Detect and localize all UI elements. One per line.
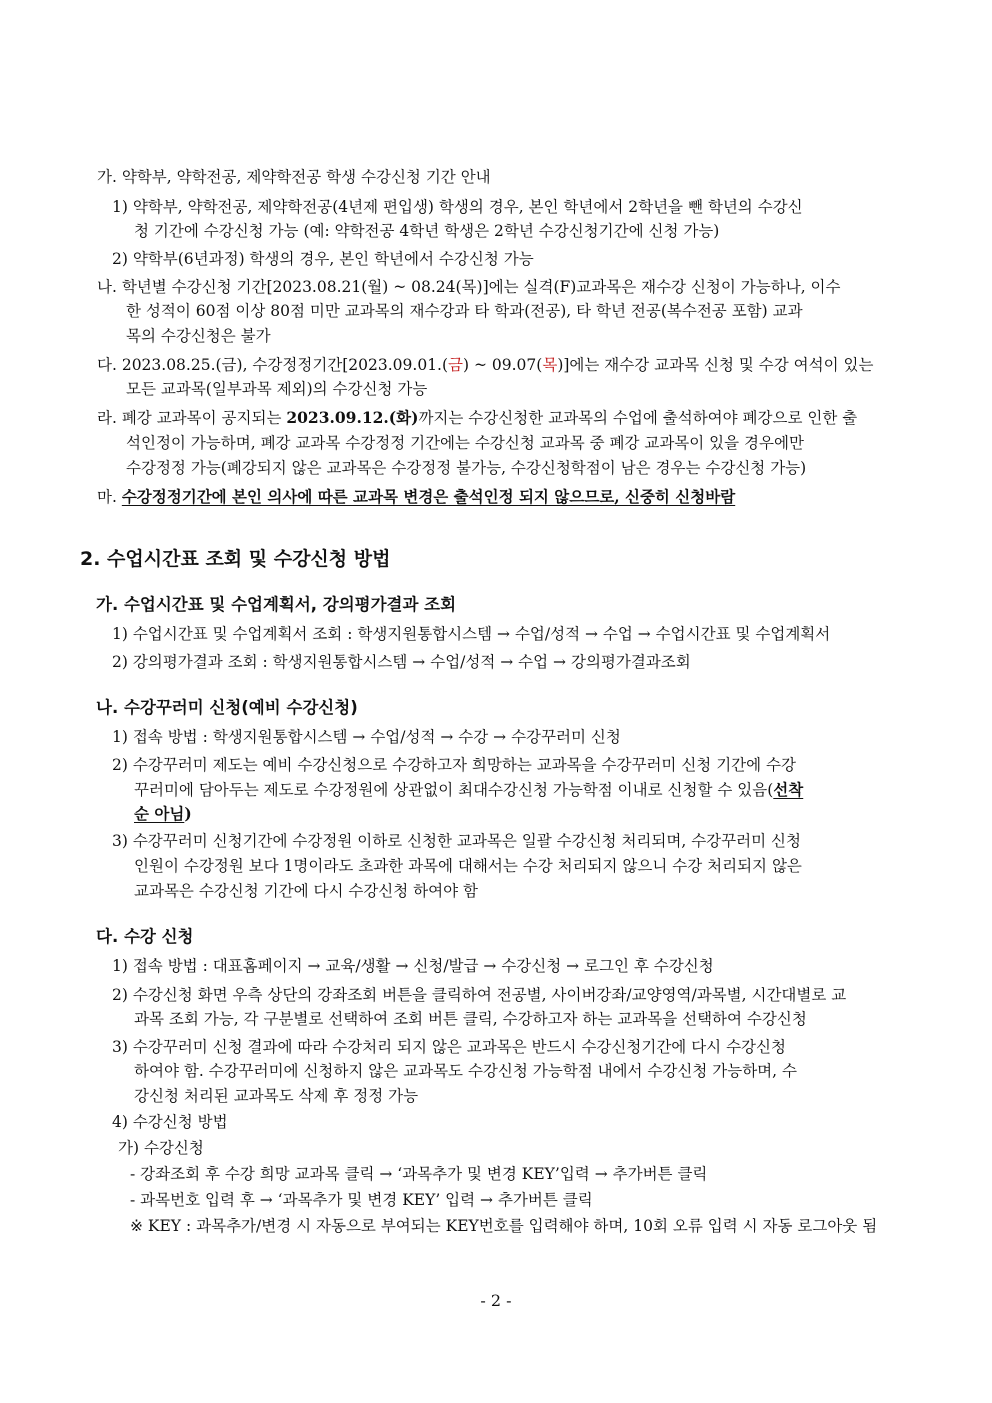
sub-na-item3-line3: 교과목은 수강신청 기간에 다시 수강신청 하여야 함 (134, 882, 478, 900)
item-ga-2: 2) 약학부(6년과정) 학생의 경우, 본인 학년에서 수강신청 가능 (112, 250, 534, 268)
sub-na-item2-bold-b: 순 아님 (134, 804, 185, 823)
sub-na-item2-close-paren: ) (184, 804, 192, 823)
sub-da-item3-line2: 하여야 함. 수강꾸러미에 신청하지 않은 교과목도 수강신청 가능학점 내에서 수강신청 가능하며, 수 (134, 1062, 797, 1080)
sub-da-item2-line2: 과목 조회 가능, 각 구분별로 선택하여 조회 버튼 클릭, 수강하고자 하는 교과목을 선택하여 수강신청 (134, 1010, 807, 1028)
sub-na-item1: 1) 접속 방법 : 학생지원통합시스템 → 수업/성적 → 수강 → 수강꾸러미 신청 (112, 728, 621, 746)
sub-da-item4-ga: 가) 수강신청 (118, 1139, 204, 1157)
item-na-line3: 목의 수강신청은 불가 (126, 327, 271, 345)
sub-ga-item1: 1) 수업시간표 및 수업계획서 조회 : 학생지원통합시스템 → 수업/성적 → 수업 → 수업시간표 및 수업계획서 (112, 625, 831, 643)
sub-da-item3-line1: 3) 수강꾸러미 신청 결과에 따라 수강처리 되지 않은 교과목은 반드시 수강신청기간에 다시 수강신청 (112, 1038, 786, 1056)
item-da-red-weekday-1: 금 (448, 356, 464, 374)
item-ma (97, 484, 735, 510)
sub-da-item1: 1) 접속 방법 : 대표홈페이지 → 교육/생활 → 신청/발급 → 수강신청 → 로그인 후 수강신청 (112, 957, 714, 975)
item-ma-warning: 수강정정기간에 본인 의사에 따른 교과목 변경은 출석인정 되지 않으므로, 신중히 신청바람 (121, 487, 736, 506)
item-na-line2: 한 성적이 60점 이상 80점 미만 교과목의 재수강과 타 학과(전공), 타 학년 전공(복수전공 포함) 교과 (126, 302, 803, 320)
item-da-text-a: 다. 2023.08.25.(금), 수강정정기간[2023.09.01.( (97, 356, 449, 374)
item-ma-prefix: 마. (97, 488, 122, 506)
subsection-na-title: 나. 수강꾸러미 신청(예비 수강신청) (96, 698, 358, 717)
sub-da-key-note: ※ KEY : 과목추가/변경 시 자동으로 부여되는 KEY번호를 입력해야 하며, 10회 오류 입력 시 자동 로그아웃 됨 (130, 1217, 878, 1235)
item-ra-line2: 석인정이 가능하며, 폐강 교과목 수강정정 기간에는 수강신청 교과목 중 폐강 교과목이 있을 경우에만 (126, 434, 804, 452)
item-na-line1: 나. 학년별 수강신청 기간[2023.08.21(월) ~ 08.24(목)]에는 실격(F)교과목은 재수강 신청이 가능하나, 이수 (97, 278, 841, 296)
item-da-line2: 모든 교과목(일부과목 제외)의 수강신청 가능 (126, 380, 428, 398)
sub-da-item3-line3: 강신청 처리된 교과목도 삭제 후 정정 가능 (134, 1087, 419, 1105)
item-ra-line3: 수강정정 가능(폐강되지 않은 교과목은 수강정정 불가능, 수강신청학점이 남은 경우는 수강신청 가능) (126, 459, 807, 477)
sub-da-item4: 4) 수강신청 방법 (112, 1113, 228, 1131)
sub-da-item2-line1: 2) 수강신청 화면 우측 상단의 강좌조회 버튼을 클릭하여 전공별, 사이버강좌/교양영역/과목별, 시간대별로 교 (112, 986, 847, 1004)
item-ra-date-bold: 2023.09.12.(화) (286, 408, 419, 427)
sub-na-item2-line2 (134, 777, 803, 803)
item-ra-line1 (97, 405, 857, 431)
sub-na-item2-text: 꾸러미에 담아두는 제도로 수강정원에 상관없이 최대수강신청 가능학점 이내로 신청할 수 있음( (134, 781, 774, 799)
sub-ga-item2: 2) 강의평가결과 조회 : 학생지원통합시스템 → 수업/성적 → 수업 → 강의평가결과조회 (112, 653, 691, 671)
item-ga-1-line2: 청 기간에 수강신청 가능 (예: 약학전공 4학년 학생은 2학년 수강신청기간에 신청 가능) (134, 222, 720, 240)
sub-na-item2-line1: 2) 수강꾸러미 제도는 예비 수강신청으로 수강하고자 희망하는 교과목을 수강꾸러미 신청 기간에 수강 (112, 756, 797, 774)
subsection-da-title: 다. 수강 신청 (96, 927, 194, 946)
item-da-text-b: ) ~ 09.07( (463, 356, 543, 374)
item-da-red-weekday-2: 목 (542, 356, 558, 374)
sub-da-dash1: - 강좌조회 후 수강 희망 교과목 클릭 → ‘과목추가 및 변경 KEY’입력 → 추가버튼 클릭 (130, 1165, 708, 1183)
subsection-ga-title: 가. 수업시간표 및 수업계획서, 강의평가결과 조회 (96, 595, 457, 614)
item-ra-text-b: 까지는 수강신청한 교과목의 수업에 출석하여야 폐강으로 인한 출 (418, 409, 858, 427)
item-ga-1-line1: 1) 약학부, 약학전공, 제약학전공(4년제 편입생) 학생의 경우, 본인 학년에서 2학년을 뺀 학년의 수강신 (112, 198, 803, 216)
sub-na-item3-line2: 인원이 수강정원 보다 1명이라도 초과한 과목에 대해서는 수강 처리되지 않으니 수강 처리되지 않은 (134, 857, 802, 875)
sub-na-item2-bold-a: 선착 (773, 780, 804, 799)
sub-na-item2-line3 (134, 801, 192, 827)
item-da-line1 (97, 352, 873, 378)
page-number: - 2 - (480, 1291, 512, 1310)
item-ra-text-a: 라. 폐강 교과목이 공지되는 (97, 409, 287, 427)
item-ga-title: 가. 약학부, 약학전공, 제약학전공 학생 수강신청 기간 안내 (97, 168, 491, 186)
section-heading: 2. 수업시간표 조회 및 수강신청 방법 (80, 548, 391, 570)
sub-na-item3-line1: 3) 수강꾸러미 신청기간에 수강정원 이하로 신청한 교과목은 일괄 수강신청 처리되며, 수강꾸러미 신청 (112, 832, 801, 850)
sub-da-dash2: - 과목번호 입력 후 → ‘과목추가 및 변경 KEY’ 입력 → 추가버튼 클릭 (130, 1191, 593, 1209)
item-da-text-c: )]에는 재수강 교과목 신청 및 수강 여석이 있는 (557, 356, 874, 374)
